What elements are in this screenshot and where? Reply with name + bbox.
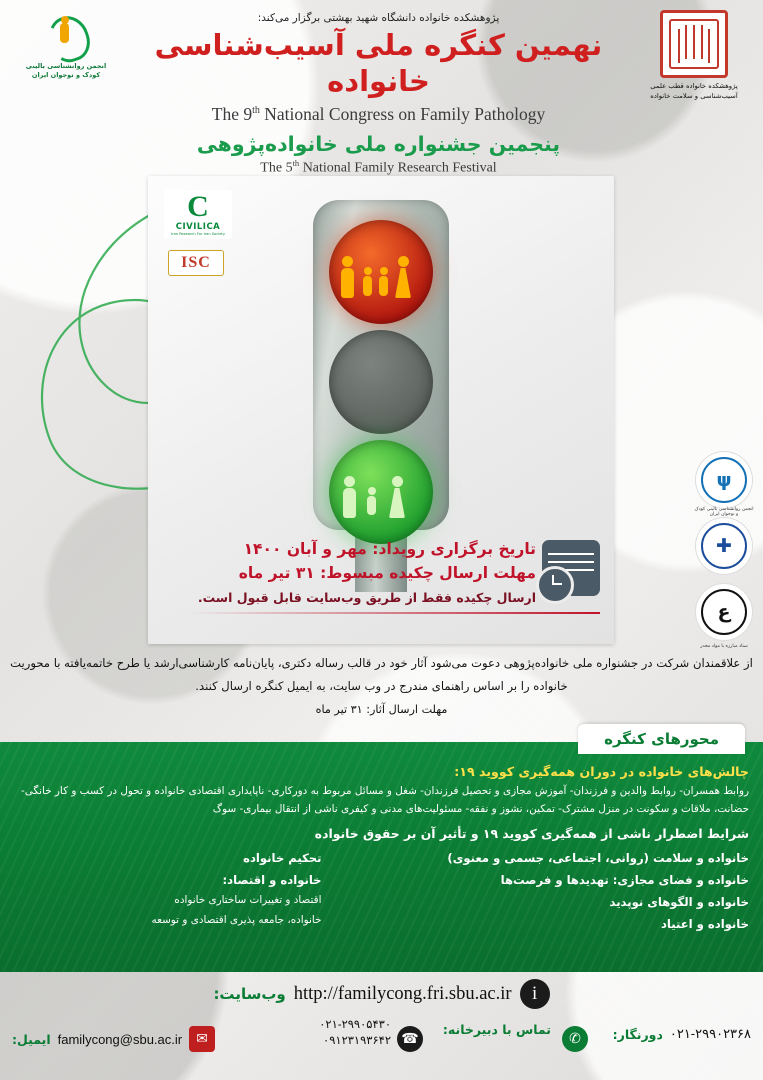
psychology-icon: ψ [716,469,732,491]
email-block [12,1026,215,1052]
university-logo-caption: پژوهشکده خانواده قطب علمی آسیب‌شناسی و سلامت خانواده [650,82,738,101]
sponsor-logos [693,452,755,650]
mail-icon: ✉ [189,1026,215,1052]
congress-title-en-pre: The 9 [211,103,253,124]
congress-topics-section [0,730,763,972]
topic-item: خانواده و سلامت (روانی، اجتماعی، جسمی و معنوی) [447,851,749,866]
topic-item: خانواده و الگوهای نوپدید [609,895,749,910]
congress-title-en-sup: th [252,104,260,116]
traffic-light-illustration [301,190,461,590]
traffic-light-green-lamp [329,440,433,544]
festival-title-en-pre: The 5 [260,160,293,176]
event-date-line: تاریخ برگزاری رویداد: مهر و آبان ۱۴۰۰ [243,540,536,558]
association-logo-left [18,14,114,81]
secretariat-block [443,1022,551,1037]
traffic-light-red-lamp [329,220,433,324]
works-deadline: مهلت ارسال آثار: ۳۱ تیر ماه [315,703,448,717]
topics-columns [12,847,749,933]
covid-topic-body: روابط همسران- روابط والدین و فرزندان- آموزش مجازی و تحصیل فرزندان- شغل و مسائل مربوط به دورکاری- ناپایداری اقتصادی خانواده و تحول در کسب و کار خانگی- حضانت، ملاقات و سکونت در منزل مشترک- تمکین، نشوز و نفقه- مسئولیت‌های مدنی و کیفری ناشی از انتقال بیماری- سوگ [20,785,749,816]
traffic-light-card [148,176,614,644]
family-figures-green [329,466,433,518]
figure-child-b-orange [379,267,388,296]
person-icon: ☎ [397,1026,423,1052]
civilica-logo [164,190,232,239]
family-figures-orange [329,246,433,298]
sbu-crest-icon [660,10,728,78]
secretariat-numbers [319,1018,391,1049]
phone-icon: ✆ [562,1026,588,1052]
submission-note: ارسال چکیده فقط از طریق وب‌سایت قابل قبول است. [197,590,536,605]
calendar-clock-icon [542,540,600,596]
figure-child-a-orange [363,267,372,296]
medical-cross-icon: ✚ [716,535,732,557]
figure-father-orange [341,256,354,298]
festival-title-en [120,158,637,177]
isc-logo [168,250,224,276]
email-value[interactable]: familycong@sbu.ac.ir [57,1031,183,1047]
section-title-badge: محورهای کنگره [578,724,745,754]
figure-mother-green [389,476,405,518]
website-bar [0,974,763,1014]
figure-mother-orange [395,256,411,298]
congress-title-fa: نهمین کنگره ملی آسیب‌شناسی خانواده [154,28,603,99]
info-icon: i [520,979,550,1009]
fax-block [613,1026,751,1042]
call-for-papers-paragraph [10,652,753,721]
secretariat-phone-2: ۰۹۱۲۳۱۹۳۶۴۲ [323,1034,391,1047]
topic-subitem: اقتصاد و تغییرات ساختاری خانواده [174,894,322,907]
anti-drug-hq-icon: ﻉ [717,601,731,623]
child-psychology-icon [43,14,89,60]
website-label: وب‌سایت: [213,985,286,1003]
association-logo-left-caption: انجمن روانشناسی بالینی کودک و نوجوان ایران [25,62,107,80]
poster-header [0,0,763,178]
organizer-line: پژوهشکده خانواده دانشگاه شهید بهشتی برگزار می‌کند: [257,12,500,24]
poster-footer [0,1020,763,1080]
sponsor-logo-3 [696,584,752,649]
festival-title-en-sup: th [292,157,300,168]
figure-father-green [343,476,356,518]
civilica-subtitle: Iran Research For Iran Society [171,231,225,236]
sponsor-logo-1-caption: انجمن روانشناسی بالینی کودک و نوجوان ایران [694,507,754,517]
figure-child-green [367,487,376,515]
date-rule [188,612,600,614]
congress-title-en-post: National Congress on Family Pathology [259,103,546,124]
call-for-papers-text: از علاقمندان شرکت در جشنواره ملی خانواده‌پژوهی دعوت می‌شود آثار خود در قالب رساله دکتری، پایان‌نامه کارشناسی‌ارشد یا طرح خاتمه‌یافته با محوریت خانواده را بر اساس راهنمای مندرج در وب سایت، به ایمیل کنگره ارسال کنند. [10,656,753,693]
topic-subitem: خانواده، جامعه پذیری اقتصادی و توسعه [151,914,322,927]
secretariat-phone-1: ۰۲۱-۲۹۹۰۵۴۳۰ [319,1019,391,1031]
traffic-light-amber-lamp [329,330,433,434]
festival-title-en-post: National Family Research Festival [299,160,497,176]
event-dates-block [148,538,614,634]
congress-title-en [120,104,637,125]
fax-value: ۰۲۱-۲۹۹۰۲۳۶۸ [669,1026,751,1041]
civilica-letter: C [187,190,209,223]
topic-item: خانواده و اعتیاد [660,917,749,932]
topics-column-left [12,847,322,931]
email-label: ایمیل: [12,1031,51,1047]
university-logo-right [641,10,747,101]
festival-title-fa: پنجمین جشنواره ملی خانواده‌پژوهی [196,131,561,156]
website-url[interactable]: http://familycong.fri.sbu.ac.ir [293,983,512,1004]
sponsor-logo-1 [694,452,754,517]
topic-item: خانواده و اقتصاد: [222,873,322,888]
sponsor-logo-3-caption: ستاد مبارزه با مواد مخدر [700,644,748,649]
abstract-deadline-line: مهلت ارسال چکیده مبسوط: ۳۱ تیر ماه [238,564,536,582]
topic-item: خانواده و فضای مجازی: تهدیدها و فرصت‌ها [500,873,749,888]
topics-column-right [336,847,749,935]
secretariat-label: تماس با دبیرخانه: [442,1022,551,1037]
topic-item: تحکیم خانواده [243,851,322,866]
emergency-topic-heading: شرایط اضطرار ناشی از همه‌گیری کووید ۱۹ و تأثیر آن بر حقوق خانواده [314,826,749,842]
sponsor-logo-2 [696,518,752,574]
covid-topic-heading: چالش‌های خانواده در دوران همه‌گیری کووید ۱۹: [454,764,749,779]
civilica-name: CIVILICA [175,221,221,232]
header-titles [120,12,637,176]
fax-label: دورنگار: [612,1026,663,1042]
isc-label: ISC [181,254,211,271]
